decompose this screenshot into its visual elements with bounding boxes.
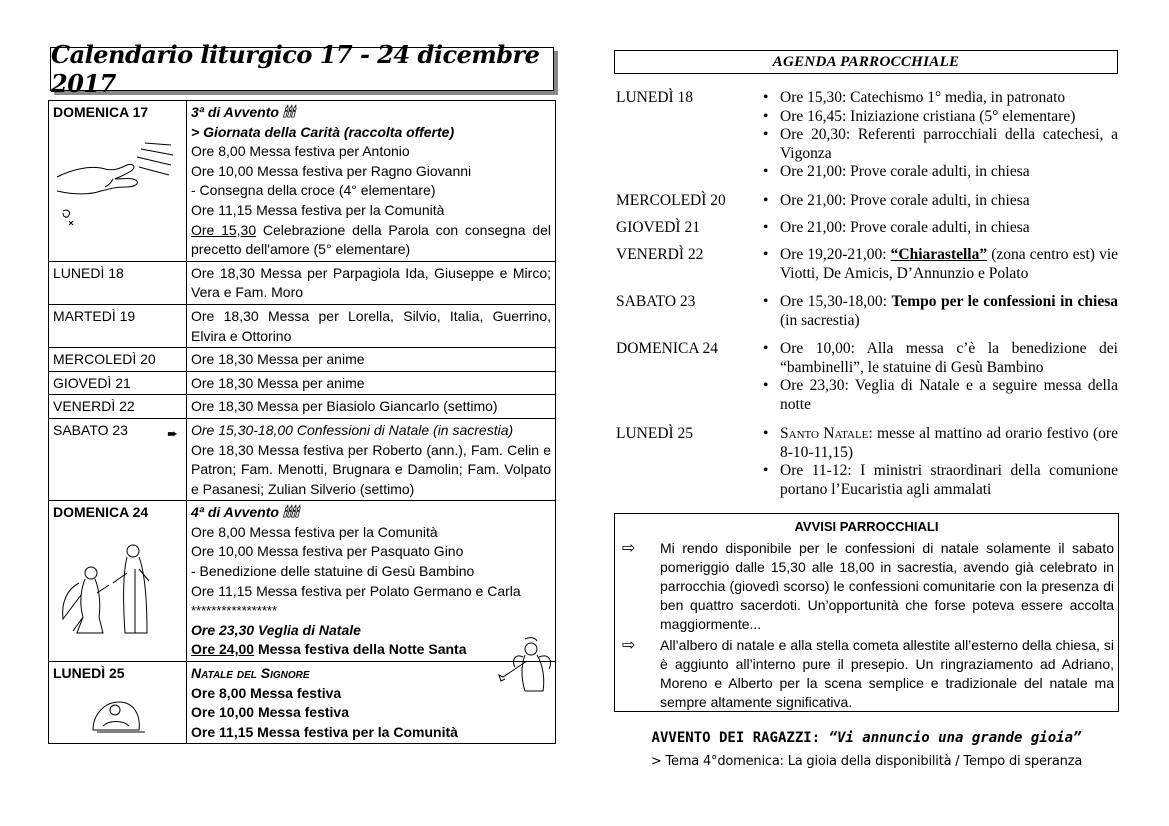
confession-line: Ore 15,30-18,00 Confessioni di Natale (in sacrestia) bbox=[191, 421, 514, 438]
avvisi-item bbox=[615, 636, 1118, 712]
agenda-day bbox=[616, 293, 1118, 330]
chiarastella-label: “Chiarastella” bbox=[890, 246, 988, 263]
agenda-item: • Ore 20,30: Referenti parrocchiali della catechesi, a Vigonza bbox=[763, 126, 1118, 163]
event-line: Ore 10,00 Messa festiva per Ragno Giovanni bbox=[191, 162, 472, 179]
agenda-list bbox=[763, 340, 1118, 414]
agenda-item bbox=[763, 246, 1118, 283]
table-row bbox=[49, 501, 556, 662]
table-row bbox=[49, 371, 556, 395]
agenda-day bbox=[616, 89, 1118, 182]
day-label: DOMENICA 17 bbox=[53, 104, 149, 120]
table-row bbox=[49, 395, 556, 419]
day-label: VENERDÌ 22 bbox=[53, 398, 135, 415]
day-label: SABATO 23 bbox=[53, 421, 128, 438]
advent-title: 4ª di Avvento 🕯🕯🕯🕯 bbox=[191, 504, 299, 521]
ragazzi-motto: “Vi annuncio una grande gioia” bbox=[828, 730, 1082, 746]
day-events bbox=[187, 101, 556, 262]
event-time: Ore 15,30 bbox=[191, 221, 257, 238]
day-cell bbox=[49, 348, 187, 372]
event-desc: Messa festiva della Notte Santa bbox=[254, 641, 467, 658]
agenda-item: • Ore 21,00: Prove corale adulti, in chiesa bbox=[763, 219, 1118, 238]
confession-label: Tempo per le confessioni in chiesa bbox=[891, 293, 1118, 310]
avvisi-item bbox=[615, 539, 1118, 634]
agenda-item bbox=[763, 425, 1118, 462]
day-cell bbox=[49, 101, 187, 262]
event-line: Ore 8,00 Messa festiva per Antonio bbox=[191, 143, 410, 160]
agenda-time: Ore 15,30-18,00: bbox=[780, 293, 892, 310]
day-events bbox=[187, 371, 556, 395]
agenda-day bbox=[616, 340, 1118, 414]
agenda-day-label: LUNEDÌ 25 bbox=[616, 425, 694, 442]
event-line bbox=[191, 221, 551, 260]
event-line: - Benedizione delle statuine di Gesù Bambino bbox=[191, 563, 475, 580]
day-events bbox=[187, 418, 556, 500]
event-line: Ore 11,15 Messa festiva per Polato Germano e Carla bbox=[191, 582, 521, 599]
agenda-header: AGENDA PARROCCHIALE bbox=[614, 50, 1118, 74]
ragazzi-tema: > Tema 4°domenica: La gioia della disponibilità / Tempo di speranza bbox=[650, 754, 1083, 769]
day-label: MERCOLEDÌ 20 bbox=[53, 351, 156, 368]
event-line: Ore 18,30 Messa per anime bbox=[191, 374, 365, 391]
day-cell bbox=[49, 501, 187, 662]
agenda-time: Ore 19,20-21,00: bbox=[780, 246, 891, 263]
day-cell bbox=[49, 662, 187, 744]
event-line: Ore 18,30 Messa per anime bbox=[191, 351, 365, 368]
agenda-day-label: MERCOLEDÌ 20 bbox=[616, 192, 726, 209]
event-line: Ore 8,00 Messa festiva per la Comunità bbox=[191, 523, 438, 540]
day-events bbox=[187, 501, 556, 662]
event-line bbox=[191, 181, 551, 201]
christmas-vigil: Ore 23,30 Veglia di Natale bbox=[191, 621, 361, 638]
agenda-item: • Ore 16,45: Iniziazione cristiana (5° elementare) bbox=[763, 108, 1118, 127]
agenda-day-label: VENERDÌ 22 bbox=[616, 246, 704, 263]
christmas-title: Natale del Signore bbox=[191, 665, 310, 682]
table-row bbox=[49, 101, 556, 262]
day-label: LUNEDÌ 18 bbox=[53, 264, 124, 281]
agenda-item: • Ore 10,00: Alla messa c’è la benedizione dei “bambinelli”, le statuine di Gesù Bambino bbox=[763, 340, 1118, 377]
day-cell bbox=[49, 418, 187, 500]
event-time: Ore 24,00 bbox=[191, 641, 255, 658]
agenda-day-label: SABATO 23 bbox=[616, 293, 696, 310]
advent-title: 3ª di Avvento 🕯🕯🕯 bbox=[191, 104, 295, 120]
arrow-right-outline-icon: ⇨ bbox=[622, 540, 636, 557]
table-row bbox=[49, 418, 556, 500]
separator-stars: ***************** bbox=[191, 603, 278, 619]
day-cell bbox=[49, 261, 187, 304]
agenda-item: • Ore 21,00: Prove corale adulti, in chiesa bbox=[763, 192, 1118, 211]
agenda-desc: (zona centro est) vie Viotti, De Amicis, D’Annunzio e Polato bbox=[780, 246, 1119, 282]
day-events bbox=[187, 304, 556, 347]
nativity-illustration-icon bbox=[53, 686, 181, 736]
event-desc: Celebrazione della Parola con consegna del precetto dell'amore (5° elementare) bbox=[191, 221, 551, 258]
liturgical-calendar-table bbox=[48, 100, 556, 744]
agenda-item: • Ore 11-12: I ministri straordinari della comunione portano l’Eucaristia agli ammalati bbox=[763, 462, 1118, 499]
santo-natale-label: Santo Natale bbox=[780, 425, 869, 442]
day-cell bbox=[49, 304, 187, 347]
agenda-day bbox=[616, 425, 1118, 499]
event-line: Ore 18,30 Messa festiva per Roberto (ann.), Fam. Celin e Patron; Fam. Menotti, Brugnara e Damolin; Fam. Volpato e Pasanesi; Zulian Silverio (settimo) bbox=[191, 441, 551, 497]
table-row bbox=[49, 348, 556, 372]
event-line: Ore 18,30 Messa per Parpagiola Ida, Giuseppe e Mirco; Vera e Fam. Moro bbox=[191, 264, 551, 301]
agenda-list bbox=[763, 89, 1118, 182]
agenda-day-label: DOMENICA 24 bbox=[616, 340, 719, 357]
table-row bbox=[49, 304, 556, 347]
day-events bbox=[187, 395, 556, 419]
agenda-item bbox=[763, 293, 1118, 330]
agenda-list bbox=[763, 219, 1118, 238]
event-line: Ore 11,15 Messa festiva per la Comunità bbox=[191, 723, 458, 740]
calendar-title: Calendario liturgico 17 - 24 dicembre 2017 bbox=[51, 40, 540, 98]
agenda-day bbox=[616, 192, 1118, 211]
agenda-item: • Ore 21,00: Prove corale adulti, in chiesa bbox=[763, 163, 1118, 182]
agenda-desc: (in sacrestia) bbox=[780, 311, 860, 329]
avvisi-text: Mi rendo disponibile per le confessioni di natale solamente il sabato pomeriggio dalle 15,30 alle 18,00 in sacrestia, avendo già celebrato in parrocchia (giovedì scorso) le confessioni comunitarie con la presenza di ben quattro sacerdoti. Un’opportunità che forse poteva essere accolta maggiormente... bbox=[660, 540, 1114, 632]
day-events bbox=[187, 261, 556, 304]
ragazzi-label: AVVENTO DEI RAGAZZI: bbox=[651, 730, 829, 746]
avvisi-box bbox=[614, 513, 1119, 712]
agenda-item: • Ore 23,30: Veglia di Natale e a seguire messa della notte bbox=[763, 377, 1118, 414]
event-line: Ore 18,30 Messa per Biasiolo Giancarlo (settimo) bbox=[191, 398, 498, 415]
agenda-desc: : messe al mattino ad orario festivo (ore 8-10-11,15) bbox=[780, 425, 1118, 461]
agenda-list bbox=[763, 293, 1118, 330]
angel-trumpet-icon bbox=[495, 635, 555, 697]
agenda-day bbox=[616, 219, 1118, 238]
agenda-list bbox=[763, 246, 1118, 283]
day-cell bbox=[49, 371, 187, 395]
agenda-item: • Ore 15,30: Catechismo 1° media, in patronato bbox=[763, 89, 1118, 108]
agenda-day-label: LUNEDÌ 18 bbox=[616, 89, 694, 106]
agenda-day bbox=[616, 246, 1118, 283]
annunciation-illustration-icon bbox=[53, 533, 181, 643]
agenda-list bbox=[763, 425, 1118, 499]
arrow-right-icon: ➨ bbox=[167, 425, 178, 441]
day-label: MARTEDÌ 19 bbox=[53, 307, 136, 324]
calendar-title-box bbox=[50, 40, 554, 98]
day-label: GIOVEDÌ 21 bbox=[53, 374, 131, 391]
hands-illustration-icon bbox=[53, 125, 181, 235]
event-line: Ore 10,00 Messa festiva bbox=[191, 704, 349, 721]
event-line: Ore 10,00 Messa festiva per Pasquato Gino bbox=[191, 543, 464, 560]
event-line: Ore 18,30 Messa per Lorella, Silvio, Italia, Guerrino, Elvira e Ottorino bbox=[191, 307, 551, 344]
table-row bbox=[49, 261, 556, 304]
event-line: Ore 11,15 Messa festiva per la Comunità bbox=[191, 201, 445, 218]
day-label: DOMENICA 24 bbox=[53, 504, 149, 521]
table-row bbox=[49, 662, 556, 744]
charity-day: > Giornata della Carità (raccolta offerte) bbox=[191, 123, 455, 140]
event-line: Ore 8,00 Messa festiva bbox=[191, 684, 342, 701]
cross-delivery: - Consegna della croce (4° elementare) bbox=[191, 182, 436, 199]
day-events bbox=[187, 348, 556, 372]
avvisi-text: All’albero di natale e alla stella cometa allestite all’esterno della chiesa, si è aggiunto all’interno pure il presepio. Un ringraziamento ad Adriano, Moreno e Alberto per la scena semplice e tradizionale del natale ma sempre altamente significativa. bbox=[660, 637, 1114, 710]
agenda-day-label: GIOVEDÌ 21 bbox=[616, 219, 700, 236]
avvento-ragazzi bbox=[614, 730, 1119, 746]
day-label: LUNEDÌ 25 bbox=[53, 665, 125, 682]
avvisi-header: AVVISI PARROCCHIALI bbox=[794, 519, 939, 534]
arrow-right-outline-icon: ⇨ bbox=[622, 637, 636, 654]
agenda-list bbox=[763, 192, 1118, 211]
day-cell bbox=[49, 395, 187, 419]
